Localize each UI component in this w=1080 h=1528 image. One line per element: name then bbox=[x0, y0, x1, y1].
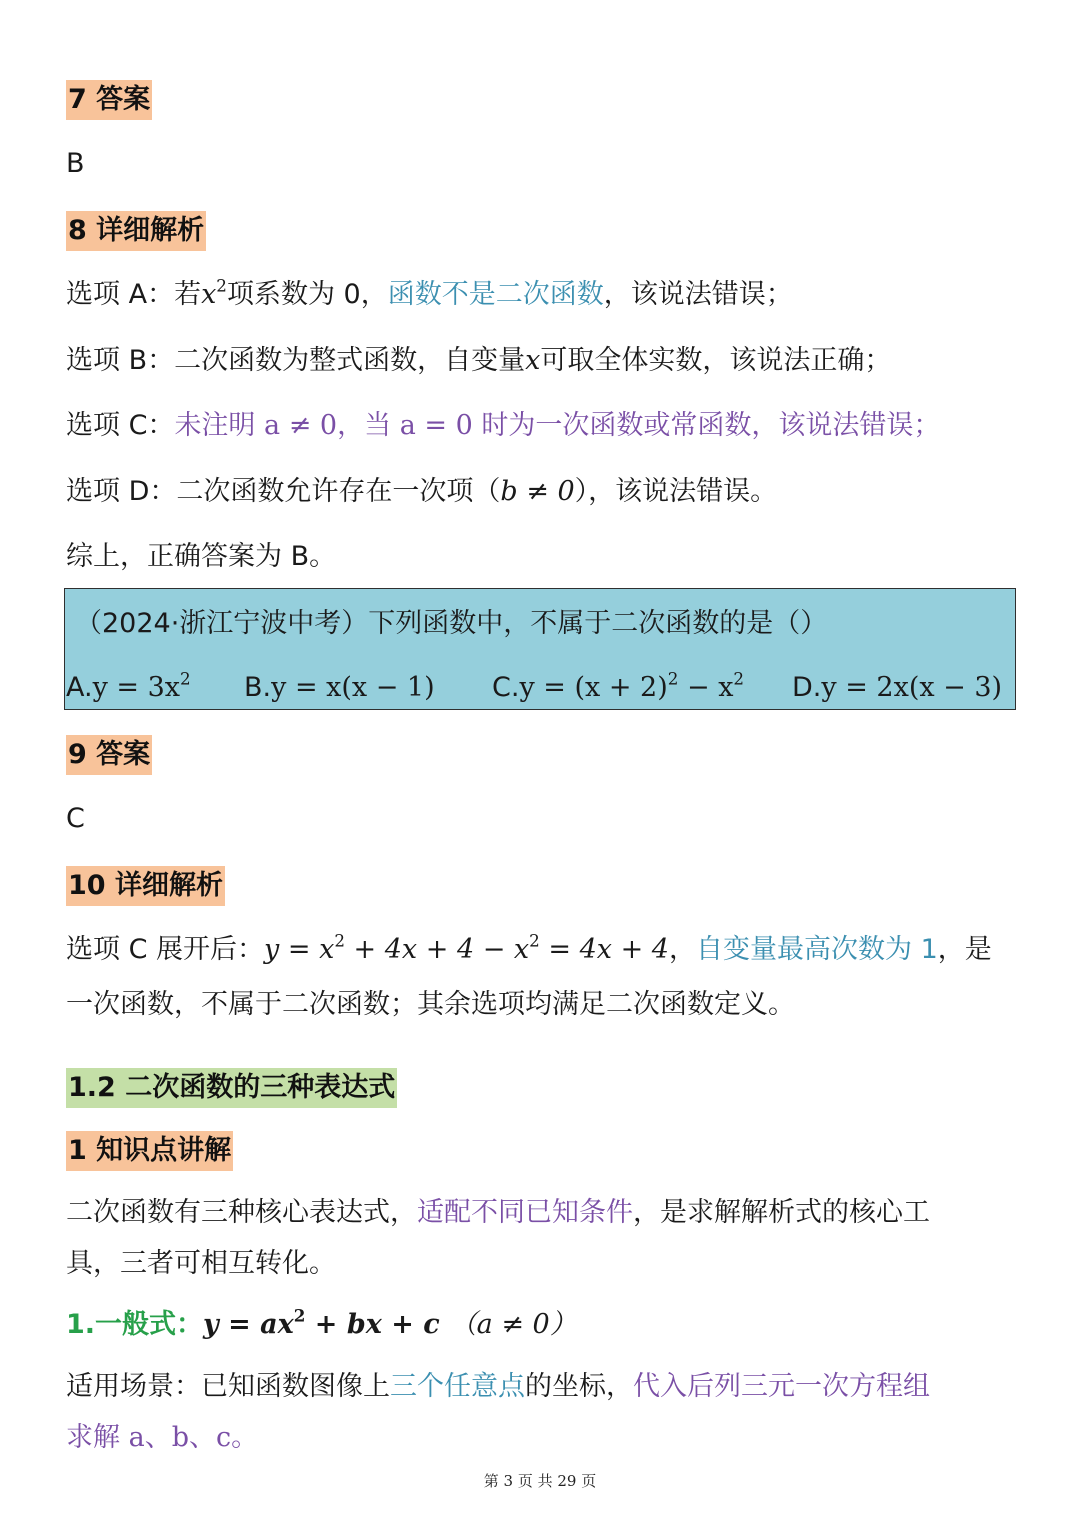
option-b-label: 选项 B： bbox=[66, 345, 175, 376]
usage-line-2-math: a、b、c bbox=[128, 1422, 232, 1453]
q10-equation-sup-2: 2 bbox=[529, 930, 540, 951]
q10-equation-sup-1: 2 bbox=[334, 930, 345, 951]
option-a-highlight: 函数不是二次函数 bbox=[387, 279, 604, 310]
option-b-prefix: B. bbox=[244, 672, 272, 703]
general-form-label: 1.一般式： bbox=[66, 1309, 204, 1340]
option-c-formula-sup: 2 bbox=[667, 668, 679, 689]
intro-line-2: 具，三者可相互转化。 bbox=[66, 1248, 336, 1279]
option-c-label: 选项 C： bbox=[66, 410, 175, 441]
q8-option-d-line bbox=[66, 474, 777, 510]
q10-text: ，是 bbox=[937, 934, 992, 965]
option-c-text: 未注明 bbox=[174, 410, 265, 441]
usage-line-2-text: 求解 bbox=[66, 1422, 129, 1453]
option-d-math: b ≠ 0 bbox=[500, 476, 575, 507]
q7-answer-value: B bbox=[66, 148, 85, 179]
usage-highlight-1: 三个任意点 bbox=[390, 1371, 525, 1402]
q10-equation-2: + 4x + 4 − x bbox=[344, 934, 530, 965]
q9-answer-value: C bbox=[66, 803, 85, 834]
q10-equation-1: y = x bbox=[264, 934, 335, 965]
option-a-text-2: 项系数为 0， bbox=[226, 279, 388, 310]
q10-analysis-line-2: 一次函数，不属于二次函数；其余选项均满足二次函数定义。 bbox=[66, 989, 795, 1020]
question-option-d bbox=[792, 670, 1002, 706]
general-form-condition: （a ≠ 0） bbox=[449, 1309, 577, 1340]
option-a-prefix: A. bbox=[66, 672, 93, 703]
q8-summary: 综上，正确答案为 B。 bbox=[66, 541, 337, 572]
usage-line-2 bbox=[66, 1420, 258, 1456]
option-c-formula-sup-2: 2 bbox=[733, 668, 745, 689]
option-c-formula: y = (x + 2) bbox=[519, 672, 668, 703]
option-a-formula-sup: 2 bbox=[180, 668, 191, 689]
section-heading: 1.2 二次函数的三种表达式 bbox=[66, 1068, 397, 1108]
option-c-math-2: a = 0 bbox=[399, 410, 473, 441]
general-form-formula: y = ax bbox=[203, 1309, 294, 1340]
option-b-formula: y = x(x − 1) bbox=[271, 672, 435, 703]
option-c-text-3: 时为一次函数或常函数，该说法错误； bbox=[472, 410, 941, 441]
question-stem: （2024·浙江宁波中考）下列函数中，不属于二次函数的是（） bbox=[75, 608, 828, 639]
page-footer: 第 3 页 共 29 页 bbox=[483, 1472, 597, 1490]
q10-comma: ， bbox=[668, 934, 696, 965]
option-b-var: x bbox=[525, 345, 541, 376]
question-option-c bbox=[492, 670, 744, 706]
intro-text: 二次函数有三种核心表达式， bbox=[66, 1197, 417, 1228]
q9-answer-heading: 9 答案 bbox=[66, 735, 152, 775]
q10-analysis-line-1 bbox=[66, 932, 992, 968]
option-d-text-2: ），该说法错误。 bbox=[574, 476, 778, 507]
option-d-prefix: D. bbox=[792, 672, 822, 703]
intro-text-2: ，是求解解析式的核心工 bbox=[633, 1197, 930, 1228]
option-a-label: 选项 A： bbox=[66, 279, 175, 310]
option-b-text: 二次函数为整式函数，自变量 bbox=[174, 345, 526, 376]
option-a-text: 若 bbox=[174, 279, 202, 310]
option-c-math-1: a ≠ 0 bbox=[264, 410, 338, 441]
usage-highlight-2: 代入后列三元一次方程组 bbox=[633, 1371, 930, 1402]
q10-equation-3: = 4x + 4 bbox=[539, 934, 669, 965]
q10-highlight: 自变量最高次数为 1 bbox=[695, 934, 938, 965]
knowledge-heading: 1 知识点讲解 bbox=[66, 1131, 233, 1171]
usage-line-1 bbox=[66, 1369, 930, 1405]
usage-label: 适用场景：已知函数图像上 bbox=[66, 1371, 390, 1402]
option-c-prefix: C. bbox=[492, 672, 520, 703]
q10-analysis-heading: 10 详细解析 bbox=[66, 866, 225, 906]
option-c-highlight bbox=[174, 410, 940, 441]
question-option-b bbox=[244, 670, 435, 706]
option-d-label: 选项 D： bbox=[66, 476, 177, 507]
option-a-formula: y = 3x bbox=[92, 672, 181, 703]
option-b-text-2: 可取全体实数，该说法正确； bbox=[540, 345, 892, 376]
q7-answer-heading: 7 答案 bbox=[66, 80, 152, 120]
usage-text: 的坐标， bbox=[525, 1371, 633, 1402]
usage-line-2-end: 。 bbox=[231, 1422, 259, 1453]
intro-line-1 bbox=[66, 1195, 930, 1231]
q8-option-c-line bbox=[66, 408, 940, 444]
q8-option-a-line bbox=[66, 277, 793, 313]
general-form-line bbox=[66, 1307, 577, 1343]
option-a-text-3: ，该说法错误； bbox=[603, 279, 793, 310]
option-a-sup: 2 bbox=[216, 275, 227, 296]
q10-label: 选项 C 展开后： bbox=[66, 934, 265, 965]
q8-option-b-line bbox=[66, 343, 891, 379]
general-form-sup: 2 bbox=[293, 1305, 306, 1326]
option-c-text-2: ，当 bbox=[337, 410, 400, 441]
question-option-a bbox=[66, 670, 191, 706]
option-d-formula: y = 2x(x − 3) bbox=[821, 672, 1003, 703]
intro-highlight: 适配不同已知条件 bbox=[417, 1197, 633, 1228]
option-d-text: 二次函数允许存在一次项（ bbox=[176, 476, 501, 507]
option-c-formula-2: − x bbox=[678, 672, 734, 703]
option-a-var: x bbox=[201, 279, 217, 310]
general-form-formula-2: + bx + c bbox=[305, 1309, 440, 1340]
q8-analysis-heading: 8 详细解析 bbox=[66, 211, 206, 251]
